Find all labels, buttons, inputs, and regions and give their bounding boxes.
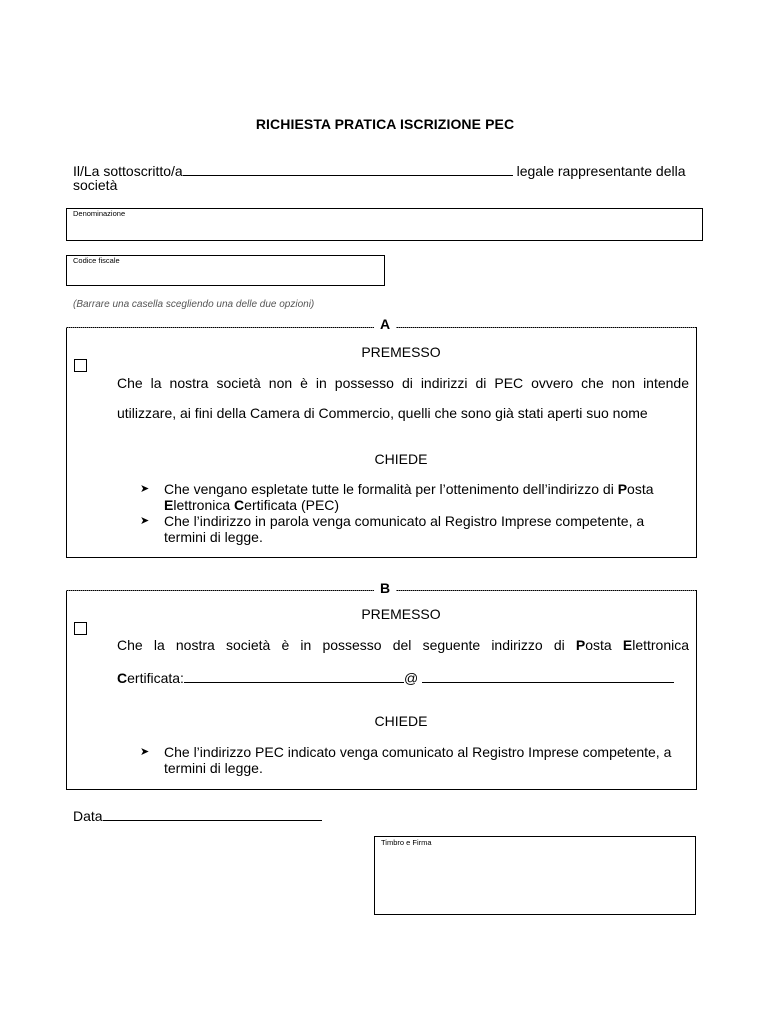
bullet-1-letter-c: C [234, 497, 245, 513]
date-blank-line[interactable] [103, 807, 322, 821]
section-b-line-2 [117, 668, 697, 686]
codice-fiscale-label: Codice fiscale [73, 256, 120, 265]
section-b-line-1 [117, 637, 689, 653]
bullet-2-line-1: Che l’indirizzo in parola venga comunicato al Registro Imprese competente, a [164, 513, 645, 529]
timbro-firma-box[interactable] [374, 836, 696, 915]
at-sign: @ [403, 670, 419, 686]
section-b-letter-e: E [622, 637, 633, 653]
section-b-line-2-a: ertificata: [127, 670, 184, 686]
option-b-checkbox[interactable] [74, 622, 87, 635]
pec-domain-blank-line[interactable] [422, 668, 674, 683]
section-a-header [0, 316, 770, 334]
section-a-bullet-1 [140, 481, 689, 513]
section-b-premesso: PREMESSO [361, 606, 441, 622]
intro-text-2: legale rappresentante della [516, 163, 686, 179]
section-a-line-1: Che la nostra società non è in possesso di indirizzi di PEC ovvero che non intende [117, 375, 689, 391]
section-b-line-1-a: Che la nostra società è in possesso del seguente indirizzo di [117, 637, 576, 653]
codice-fiscale-field[interactable] [66, 255, 385, 286]
section-b-line-1-c: lettronica [632, 637, 690, 653]
section-b-chiede: CHIEDE [374, 713, 428, 729]
name-blank-line[interactable] [183, 162, 513, 176]
section-a-line-2: utilizzare, ai fini della Camera di Commercio, quelli che sono già stati aperti suo nome [117, 405, 648, 421]
arrowhead-bullet-icon: ➤ [140, 746, 150, 758]
date-label: Data [73, 808, 103, 824]
bullet-1-text-c: lettronica [173, 497, 235, 513]
bullet-1-text-b: osta [627, 481, 654, 497]
section-b-bullet-1 [140, 744, 689, 776]
page-title: RICHIESTA PRATICA ISCRIZIONE PEC [255, 116, 515, 132]
section-b-letter-p: P [575, 637, 586, 653]
bullet-1-text-d: ertificata (PEC) [244, 497, 340, 513]
section-b-header [0, 580, 770, 598]
section-b-letter-c: C [117, 670, 128, 686]
date-line [73, 807, 322, 824]
section-b-line-1-b: osta [585, 637, 623, 653]
denominazione-label: Denominazione [73, 209, 126, 218]
section-a-bullet-2 [140, 513, 689, 545]
section-a-chiede: CHIEDE [374, 451, 428, 467]
section-a-letter: A [374, 316, 396, 332]
timbro-firma-label: Timbro e Firma [381, 838, 432, 847]
arrowhead-bullet-icon: ➤ [140, 515, 150, 527]
bullet-1-letter-p: P [617, 481, 628, 497]
bullet-1-letter-e: E [164, 497, 174, 513]
denominazione-field[interactable] [66, 208, 703, 241]
section-b-bullet-line-2: termini di legge. [164, 760, 263, 776]
intro-text-1: Il/La sottoscritto/a [73, 163, 183, 179]
intro-text-3: società [73, 177, 118, 193]
section-b-bullet-line-1: Che l’indirizzo PEC indicato venga comunicato al Registro Imprese competente, a [164, 744, 672, 760]
arrowhead-bullet-icon: ➤ [140, 483, 150, 495]
section-a-premesso: PREMESSO [361, 344, 441, 360]
option-a-checkbox[interactable] [74, 359, 87, 372]
intro-line-1 [73, 162, 703, 179]
bullet-2-line-2: termini di legge. [164, 529, 263, 545]
section-b-letter: B [374, 580, 396, 596]
bullet-1-text-a: Che vengano espletate tutte le formalità per l’ottenimento dell’indirizzo di [164, 481, 618, 497]
selection-hint: (Barrare una casella scegliendo una delle due opzioni) [73, 299, 315, 310]
pec-user-blank-line[interactable] [184, 668, 404, 683]
